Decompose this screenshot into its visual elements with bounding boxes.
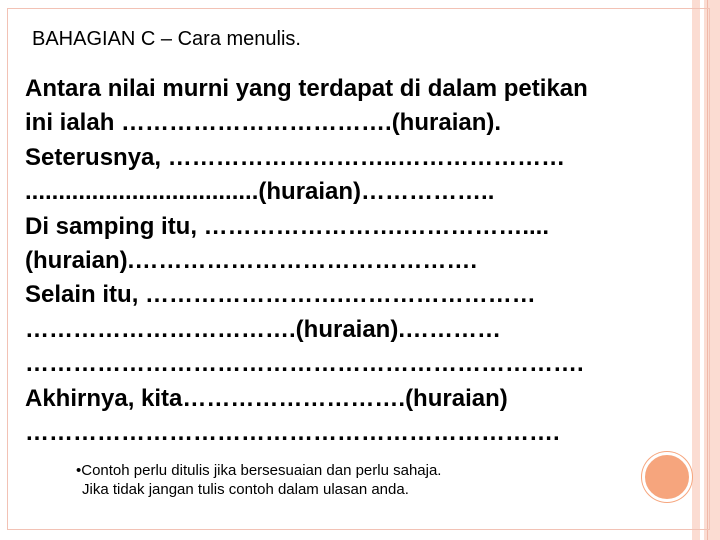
decorative-circle [642,452,692,502]
template-line: (huraian).……………………………………. [25,246,478,274]
template-line: ini ialah …………………………….(huraian). [25,109,502,137]
section-header: BAHAGIAN C – Cara menulis. [32,28,301,50]
template-line: …………………………………………………………. [25,418,560,446]
note-block [76,461,441,499]
note-line-2: Jika tidak jangan tulis contoh dalam ulasan anda. [82,481,409,498]
template-line: ...................................(huraian)…………….. [25,178,495,206]
template-line: …………………………….(huraian).………… [25,315,502,343]
template-line: Antara nilai murni yang terdapat di dalam petikan [25,75,588,102]
template-line: Akhirnya, kita……………………….(huraian) [25,384,508,412]
note-line-1: •Contoh perlu ditulis jika bersesuaian dan perlu sahaja. [76,462,442,479]
template-line: Seterusnya, ………………………..………………… [25,143,566,171]
writing-template [25,72,705,450]
template-line: Di samping itu, …………………….…………….... [25,212,550,240]
template-line: Selain itu, …………………….…………………… [25,281,536,309]
template-line: ……………………………………………………………. [25,350,584,378]
